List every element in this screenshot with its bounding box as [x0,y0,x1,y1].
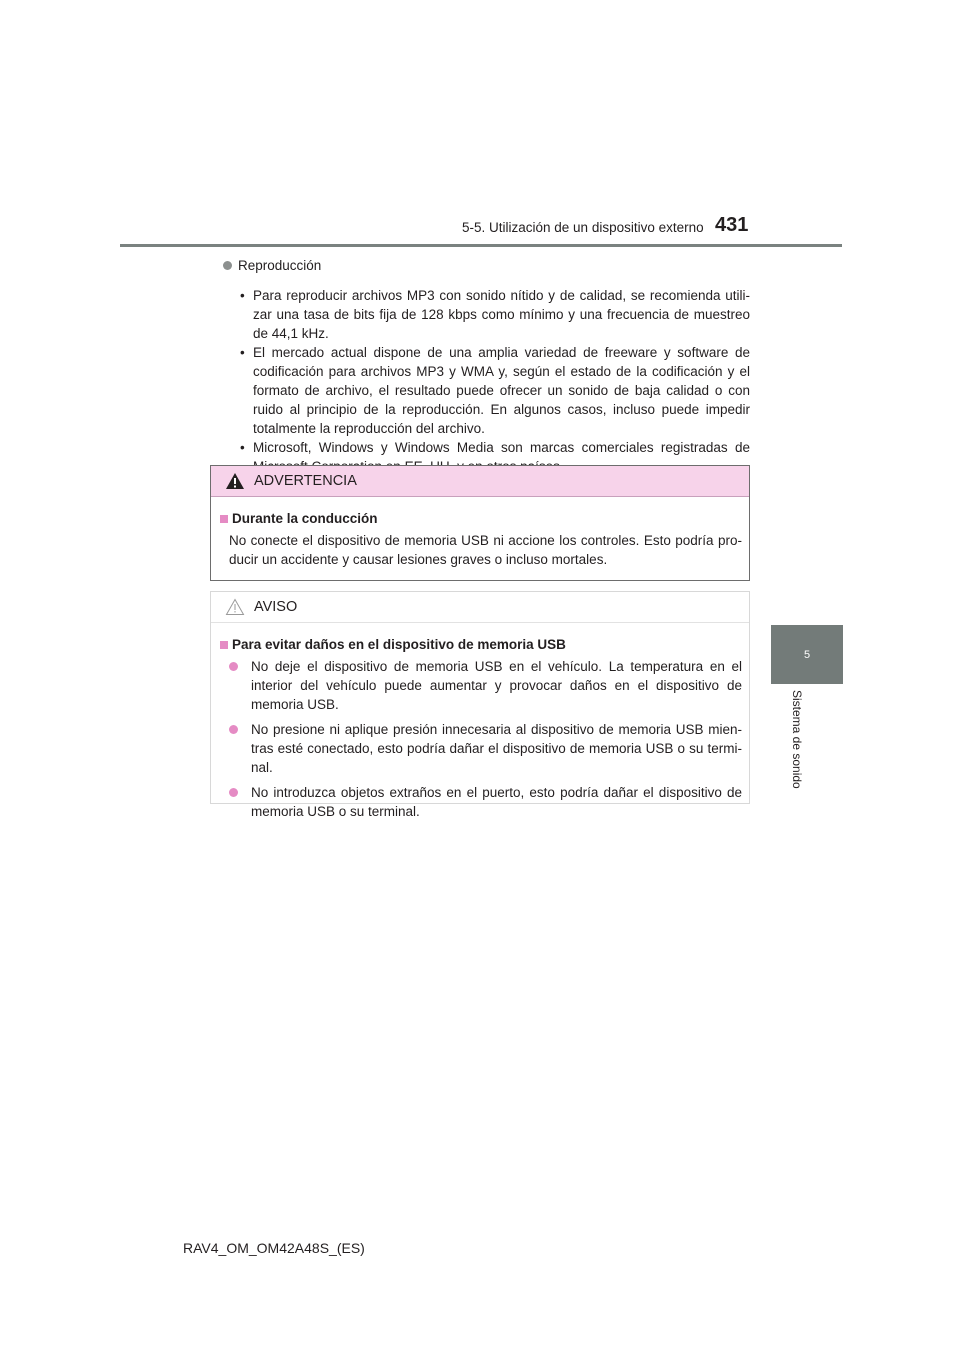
list-item: • Microsoft, Windows y Windows Media son marcas comerciales registradas de [253,438,750,476]
footer-code: RAV4_OM_OM42A48S_(ES) [183,1240,365,1256]
section-title: Reproducción [238,258,322,273]
main-content [210,256,750,476]
caution-triangle-icon [225,598,245,616]
gray-dot-icon [223,261,232,270]
warning-header [211,466,749,497]
warning-subtitle [220,509,742,528]
notice-subtitle-text: Para evitar daños en el dispositivo de memoria USB [232,637,566,652]
notice-box [210,591,750,819]
notice-subtitle [220,635,742,654]
warning-subtitle-text: Durante la conducción [232,511,378,526]
header-title: 5-5. Utilización de un dispositivo externo [462,220,704,235]
pink-dot-icon [229,662,238,671]
pink-square-icon [220,515,228,523]
notice-body [211,623,749,821]
pink-dot-icon [229,725,238,734]
bullet-list [210,286,750,476]
notice-title: AVISO [254,599,298,615]
warning-box [210,465,750,581]
page-number: 431 [715,214,749,236]
list-item [229,720,742,777]
pink-square-icon [220,641,228,649]
warning-title: ADVERTENCIA [254,473,357,489]
warning-triangle-icon [225,472,245,490]
list-item-text: No introduzca objetos extraños en el puerto, esto podría dañar el dispositivo de memoria USB o su terminal. [251,785,742,819]
section-heading [223,256,750,275]
list-item-text: No presione ni aplique presión innecesaria al dispositivo de memoria USB mien-tras esté conectado, esto podría dañar el dispositivo de memoria USB o su termi-nal. [251,722,742,775]
chapter-number: 5 [803,648,811,661]
list-item-text: No deje el dispositivo de memoria USB en el vehículo. La temperatura en el interior del vehículo puede aumentar y provocar daños en el dispositivo de memoria USB. [251,659,742,712]
notice-header [211,592,749,623]
list-item: • Para reproducir archivos MP3 con sonido nítido y de calidad, se recomienda utili-zar una tasa de bits fija de 128 kbps como mínimo y una frecuencia de muestreo de 44,1 kHz. [253,286,750,343]
pink-dot-icon [229,788,238,797]
list-item: • El mercado actual dispone de una amplia variedad de freeware y software de codificación para archivos MP3 y WMA y, según el estado de la codificación y el formato de archivo, el resultado puede ofrecer un sonido de baja calidad o con ruido al principio de la reproducción. En algunos casos, incluso puede impedir totalmente la reproducción del archivo. [253,343,750,438]
chapter-tab [771,625,843,684]
chapter-label: Sistema de sonido [790,690,804,789]
list-item [229,657,742,714]
header-rule [120,244,842,247]
warning-body [211,497,749,569]
warning-text: No conecte el dispositivo de memoria USB ni accione los controles. Esto podría pro-ducir un accidente y causar lesiones graves o incluso mortales. [229,533,742,567]
list-item [229,783,742,821]
